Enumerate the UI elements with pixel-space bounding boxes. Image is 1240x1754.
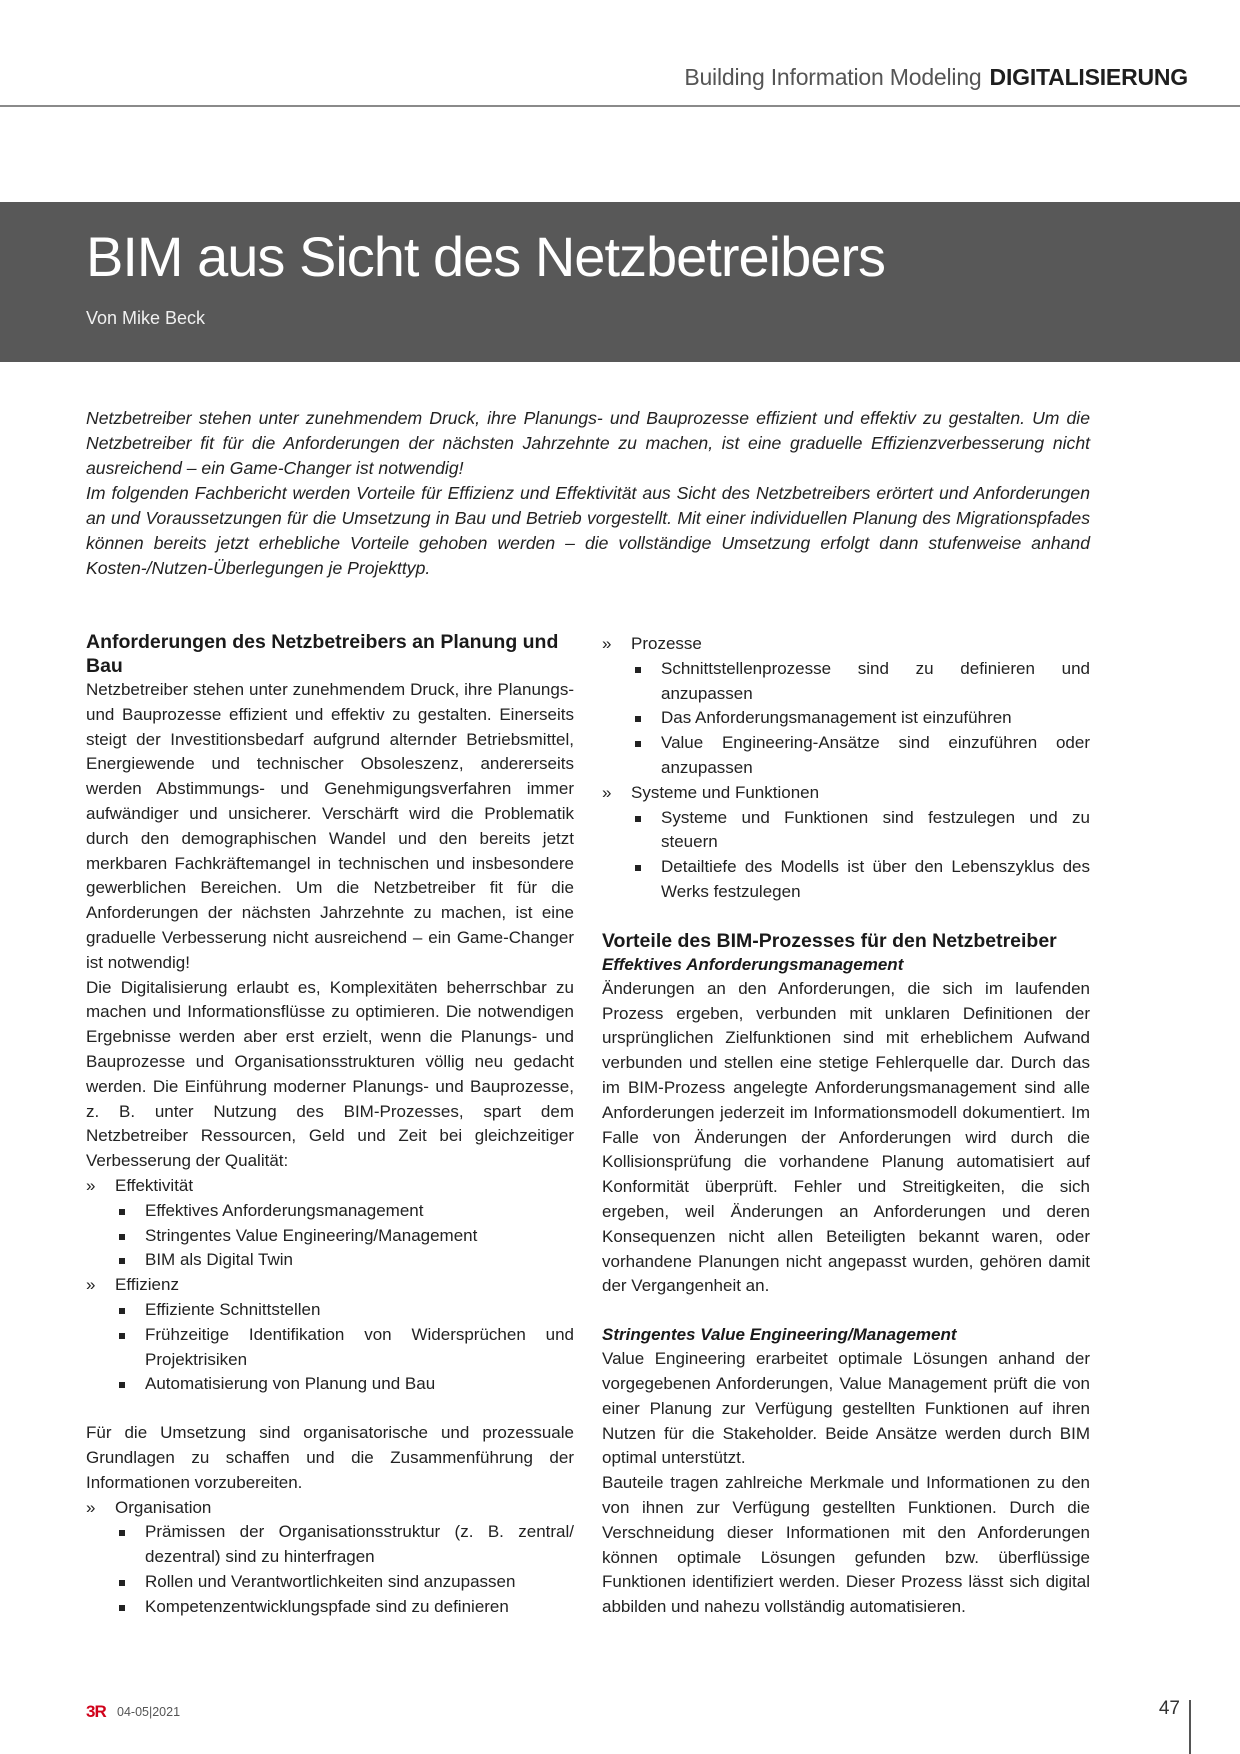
title-band — [0, 202, 1240, 362]
guillemet-marker: » — [86, 1275, 96, 1295]
square-bullet-icon — [119, 1258, 125, 1264]
lead-text-2: Im folgenden Fachbericht werden Vorteile für Effizienz und Effektivität aus Sicht des Netzbetreibers erörtert und Anforderungen an und Voraussetzungen für die Umsetzung in Bau und Betrieb vorgestellt. Mit einer individuellen Planung des Migrationspfades können bereits jetzt erhebliche Vorteile gehoben werden – die vollständige Umsetzung erfolgt dann stufenweise anhand Kosten-/Nutzen-Überlegungen je Projekttyp. — [86, 483, 1090, 578]
sub-list-item: Stringentes Value Engineering/Management — [115, 1224, 574, 1249]
list-label: Systeme und Funktionen — [631, 782, 820, 802]
spacer — [602, 905, 1090, 929]
list-label: Effizienz — [115, 1275, 179, 1295]
square-bullet-icon — [635, 816, 641, 822]
sub-list-item: Effiziente Schnittstellen — [115, 1298, 574, 1323]
list-item — [602, 781, 1090, 905]
body-paragraph: Für die Umsetzung sind organisatorische und prozessuale Grundlagen zu schaffen und die Zusammenführung der Informationen vorzubereiten. — [86, 1423, 574, 1492]
sub-list-item: Prämissen der Organisationsstruktur (z. B. zentral/ dezentral) sind zu hinterfragen — [115, 1520, 574, 1570]
guillemet-marker: » — [86, 1175, 96, 1195]
left-column — [86, 630, 574, 1619]
sub-list — [115, 1298, 574, 1397]
sub-list-item: Effektives Anforderungsmanagement — [115, 1199, 574, 1224]
sub-list-item: Das Anforderungsmanagement ist einzuführen — [631, 706, 1090, 731]
square-bullet-icon — [635, 741, 641, 747]
sub-list-item: Rollen und Verantwortlichkeiten sind anzupassen — [115, 1570, 574, 1595]
lead-text-1: Netzbetreiber stehen unter zunehmendem Druck, ihre Planungs- und Bauprozesse effizient und effektiv zu gestalten. Um die Netzbetreiber fit für die Anforderungen der nächsten Jahrzehnte zu machen, ist eine graduelle Effizienzverbesserung nicht ausreichend – ein Game-Changer ist notwendig! — [86, 408, 1090, 478]
sub-list-item: Automatisierung von Planung und Bau — [115, 1372, 574, 1397]
list-item — [86, 1496, 574, 1620]
sub-list — [631, 806, 1090, 905]
spacer — [602, 1299, 1090, 1323]
square-bullet-icon — [119, 1209, 125, 1215]
sub-list-item: Frühzeitige Identifikation von Widersprüchen und Projektrisiken — [115, 1323, 574, 1373]
square-bullet-icon — [119, 1333, 125, 1339]
publisher-logo: 3R — [86, 1702, 106, 1721]
list-item — [86, 1273, 574, 1397]
square-bullet-icon — [119, 1382, 125, 1388]
byline: Von Mike Beck — [86, 308, 206, 328]
page-number: 47 — [1158, 1698, 1180, 1719]
square-bullet-icon — [635, 667, 641, 673]
section-heading: Vorteile des BIM-Prozesses für den Netzbetreiber — [602, 929, 1057, 952]
list-label: Effektivität — [115, 1175, 194, 1195]
square-bullet-icon — [119, 1234, 125, 1240]
lead-paragraph — [86, 406, 1090, 581]
square-bullet-icon — [119, 1530, 125, 1536]
running-head — [684, 64, 1188, 91]
square-bullet-icon — [119, 1605, 125, 1611]
square-bullet-icon — [119, 1580, 125, 1586]
list-item — [602, 632, 1090, 781]
body-paragraph: Bauteile tragen zahlreiche Merkmale und Informationen zu den von ihnen zur Verfügung gestellten Funktionen. Durch die Verschneidung dieser Informationen mit den Anforderungen können optimale Lösungen gefunden bzw. überflüssige Funktionen identifiziert werden. Dieser Prozess lässt sich digital abbilden und nahezu vollständig automatisieren. — [602, 1473, 1090, 1617]
body-paragraph: Netzbetreiber stehen unter zunehmendem Druck, ihre Planungs- und Bauprozesse effizient und effektiv zu gestalten. Einerseits steigt der Investitionsbedarf aufgrund alternder Betriebsmittel, Energiewende und technischer Obsoleszenz, andererseits werden Abstimmungs- und Genehmigungsverfahren immer aufwändiger und unsicherer. Verschärft wird die Problematik durch den demographischen Wandel und den bereits jetzt merkbaren Fachkräftemangel in technischen und insbesondere gewerblichen Bereichen. Um die Netzbetreiber fit für die Anforderungen der nächsten Jahrzehnte zu machen, ist eine graduelle Verbesserung nicht ausreichend – ein Game-Changer ist notwendig! — [86, 680, 574, 972]
list-item — [86, 1174, 574, 1273]
sub-heading: Stringentes Value Engineering/Management — [602, 1325, 957, 1345]
body-paragraph: Value Engineering erarbeitet optimale Lösungen anhand der vorgegebenen Anforderungen, Value Management prüft die von einer Planung zur Verfügung gestellten Funktionen auf ihren Nutzen für die Stakeholder. Beide Ansätze werden durch BIM optimal unterstützt. — [602, 1349, 1090, 1468]
header-rule — [0, 105, 1240, 107]
sub-list — [631, 657, 1090, 781]
square-bullet-icon — [119, 1308, 125, 1314]
sub-list — [115, 1520, 574, 1619]
sub-list-item: Detailtiefe des Modells ist über den Lebenszyklus des Werks festzulegen — [631, 855, 1090, 905]
benefit-list — [86, 1174, 574, 1397]
process-list — [602, 632, 1090, 905]
article-title: BIM aus Sicht des Netzbetreibers — [86, 225, 886, 288]
sub-list-item: Kompetenzentwicklungspfade sind zu definieren — [115, 1595, 574, 1620]
guillemet-marker: » — [602, 782, 612, 802]
sub-list-item: Schnittstellenprozesse sind zu definieren und anzupassen — [631, 657, 1090, 707]
section-heading: Anforderungen des Netzbetreibers an Planung und Bau — [86, 631, 559, 677]
body-paragraph: Die Digitalisierung erlaubt es, Komplexitäten beherrschbar zu machen und Informationsflüsse zu optimieren. Die notwendigen Ergebnisse werden aber erst erzielt, wenn die Planungs- und Bauprozesse und Organisationsstrukturen völlig neu gedacht werden. Die Einführung moderner Planungs- und Bauprozesse, z. B. unter Nutzung des BIM-Prozesses, spart dem Netzbetreiber Ressourcen, Geld und Zeit bei gleichzeitiger Verbesserung der Qualität: — [86, 977, 574, 1171]
square-bullet-icon — [635, 716, 641, 722]
list-label: Organisation — [115, 1497, 212, 1517]
spacer — [86, 1397, 574, 1421]
square-bullet-icon — [635, 865, 641, 871]
issue-number: 04-05|2021 — [117, 1705, 181, 1719]
sub-heading: Effektives Anforderungsmanagement — [602, 954, 904, 974]
body-paragraph: Änderungen an den Anforderungen, die sich im laufenden Prozess ergeben, verbunden mit unklaren Definitionen der ursprünglichen Zielfunktionen sind mit erheblichem Aufwand verbunden und stellen eine stetige Fehlerquelle dar. Durch das im BIM-Prozess angelegte Anforderungsmanagement sind alle Anforderungen jederzeit im Informationsmodell dokumentiert. Im Falle von Änderungen der Anforderungen wird durch die Kollisionsprüfung die vorhandene Planung automatisiert auf Konformität überprüft. Fehler und Streitigkeiten, die sich ergeben, weil Änderungen an Anforderungen und deren Konsequenzen nicht allen Beteiligten bekannt waren, oder vorhandene Planungen nicht angepasst wurden, gehören damit der Vergangenheit an. — [602, 978, 1090, 1296]
guillemet-marker: » — [86, 1497, 96, 1517]
section-name: DIGITALISIERUNG — [989, 64, 1188, 90]
running-title: Building Information Modeling — [684, 64, 982, 90]
sub-list — [115, 1199, 574, 1273]
sub-list-item: Systeme und Funktionen sind festzulegen und zu steuern — [631, 806, 1090, 856]
guillemet-marker: » — [602, 634, 612, 653]
right-column — [602, 632, 1090, 1620]
list-label: Prozesse — [631, 634, 702, 653]
organisation-list — [86, 1496, 574, 1620]
page-rule — [1189, 1700, 1191, 1754]
sub-list-item: Value Engineering-Ansätze sind einzuführen oder anzupassen — [631, 731, 1090, 781]
sub-list-item: BIM als Digital Twin — [115, 1248, 574, 1273]
